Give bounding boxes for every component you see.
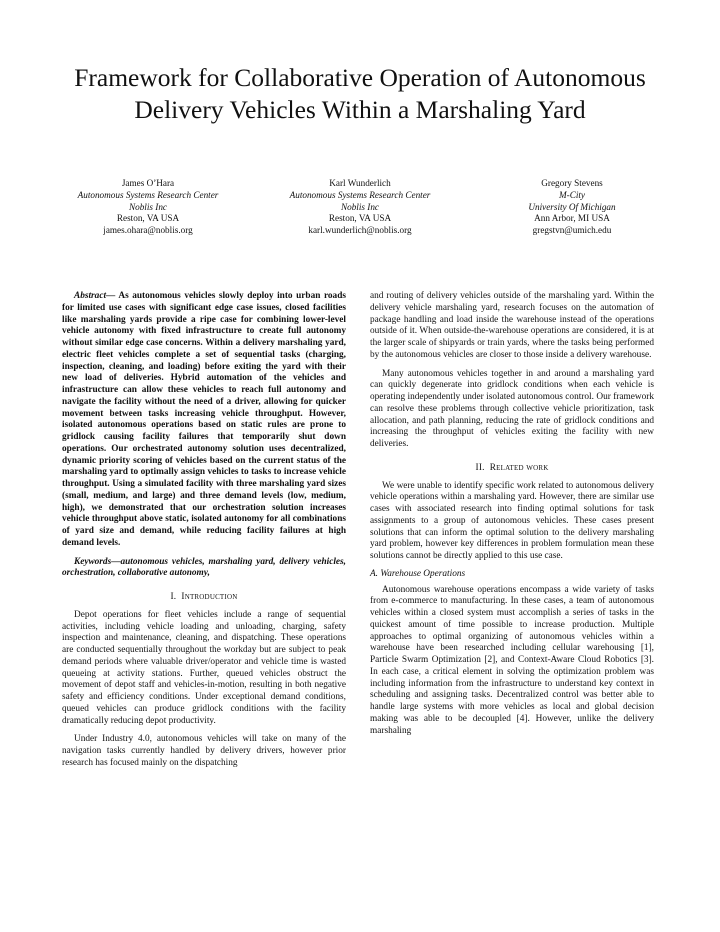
abstract-lead: Abstract— <box>74 291 116 301</box>
abstract-text: As autonomous vehicles slowly deploy into urban roads for limited use cases with significant edge case issues, closed facilities like marshaling yards provide a ripe case for combining lower-level vehicle autonomy with fixed infrastructure to create full autonomy without similar edge case concerns. Within a delivery marshaling yard, electric fleet vehicles complete a set of sequential tasks (charging, inspection, cleaning, and loading) before exiting the yard with their new load of deliveries. Hybrid automation of the vehicles and infrastructure can allow these vehicles to reach full autonomy and navigate the facility without the need of a driver, allowing for quicker movement between tasks increasing vehicle throughput. However, isolated autonomous operations based on static rules are prone to gridlock causing facility failures that temporarily shut down operations. Our orchestrated autonomy solution uses decentralized, dynamic priority scoring of vehicles based on the current status of the marshaling yard to optimally assign vehicles to tasks to increase vehicle throughput. Using a simulated facility with three marshaling yard sizes (small, medium, and large) and three demand levels (low, medium, high), we demonstrated that our orchestration solution increases vehicle throughput above static, isolated autonomy for all combinations of yard size and demand, while reducing facility failures at high demand levels. <box>62 291 346 548</box>
author-1 <box>48 178 248 237</box>
author-3 <box>472 178 672 237</box>
author-block <box>48 178 672 237</box>
author-location: Reston, VA USA <box>328 213 392 224</box>
left-column <box>62 291 346 770</box>
section-title: Introduction <box>181 592 238 602</box>
paragraph: Autonomous warehouse operations encompass a wide variety of tasks from e-commerce to manufacturing. In these cases, a team of autonomous vehicles within a closed system must accomplish a series of tasks in the quickest amount of time possible to increase production. Multiple approaches to optimal organizing of autonomous vehicles within a warehouse have been researched including cellular warehousing [1], Particle Swarm Optimization [2], and Context-Aware Cloud Robotics [3]. In each case, a critical element in solving the optimization problem was including information from the infrastructure to understand key context in scheduling and assigning tasks. Decentralized control was better able to handle large systems with more vehicles as local and global decision making was able to be decoupled [4]. However, unlike the delivery marshaling <box>370 584 654 736</box>
paragraph: Under Industry 4.0, autonomous vehicles will take on many of the navigation tasks currently handled by delivery drivers, however prior research has focused mainly on the dispatching <box>62 734 346 768</box>
paragraph: Depot operations for fleet vehicles include a range of sequential activities, including vehicle loading and unloading, charging, safety inspection and maintenance, cleaning, and dispatching. These operations are conducted sequentially throughout the workday but are subject to peak demand periods where valuable driver/operator and vehicle time is wasted queueing at activity stations. Further, queued vehicles obstruct the movement of depot staff and vehicles-in-motion, resulting in both negative safety and efficiency conditions. Under exceptional demand conditions, queued vehicles can produce gridlock conditions with the facility dramatically reducing depot productivity. <box>62 609 346 726</box>
keywords: Keywords—autonomous vehicles, marshaling yard, delivery vehicles, orchestration, collaborative autonomy, <box>62 556 346 579</box>
abstract <box>62 291 346 550</box>
section-number: II. <box>475 462 485 473</box>
section-number: I. <box>170 592 177 602</box>
author-email: karl.wunderlich@noblis.org <box>308 225 412 236</box>
author-affiliation: Autonomous Systems Research Center <box>77 189 219 200</box>
author-location: Ann Arbor, MI USA <box>534 213 610 224</box>
subsection-heading-warehouse: A. Warehouse Operations <box>370 568 466 579</box>
paper-title: Framework for Collaborative Operation of Autonomous Delivery Vehicles Within a Marshaling Yard <box>74 63 646 124</box>
author-affiliation: M-City <box>558 189 586 200</box>
paragraph: and routing of delivery vehicles outside of the marshaling yard. Within the delivery vehicle marshaling yard, research focuses on the automation of package handling and load inside the warehouse instead of the operations outside of it. When outside-the-warehouse operations are considered, it is at the larger scale of shipyards or train yards, where the tasks being performed by the autonomous vehicles are closer to those inside a delivery warehouse. <box>370 291 654 360</box>
author-name: Karl Wunderlich <box>329 178 391 188</box>
author-email: gregstvn@umich.edu <box>532 225 612 236</box>
author-2 <box>260 178 460 237</box>
author-affiliation: Autonomous Systems Research Center <box>289 189 431 200</box>
author-email: james.ohara@noblis.org <box>103 225 193 236</box>
author-location: Reston, VA USA <box>116 213 180 224</box>
paragraph: Many autonomous vehicles together in and around a marshaling yard can quickly degenerate into gridlock conditions when each vehicle is operating independently under isolated autonomous control. Our framework can resolve these problems through collective vehicle prioritization, task allocation, and path planning, reducing the rate of gridlock conditions and increasing the throughput of vehicles exiting the facility with new deliveries. <box>370 368 654 449</box>
section-heading-related-work <box>370 463 654 475</box>
section-heading-introduction <box>62 592 346 604</box>
author-name: James O’Hara <box>121 178 175 188</box>
author-organization: Noblis Inc <box>340 201 380 212</box>
section-title: Related work <box>489 462 549 473</box>
author-organization: University Of Michigan <box>528 201 616 212</box>
right-column <box>370 291 654 737</box>
author-organization: Noblis Inc <box>128 201 168 212</box>
author-name: Gregory Stevens <box>541 178 603 188</box>
paragraph: We were unable to identify specific work related to autonomous delivery vehicle operations within a marshaling yard. However, there are similar use cases with associated research into finding optimal solutions for task assignments to a group of autonomous vehicles. These cases present solutions that can inform the optimal solution to the delivery marshaling yard problem, however key differences in problem formulation mean these solutions cannot be directly applied to this use case. <box>370 480 654 561</box>
